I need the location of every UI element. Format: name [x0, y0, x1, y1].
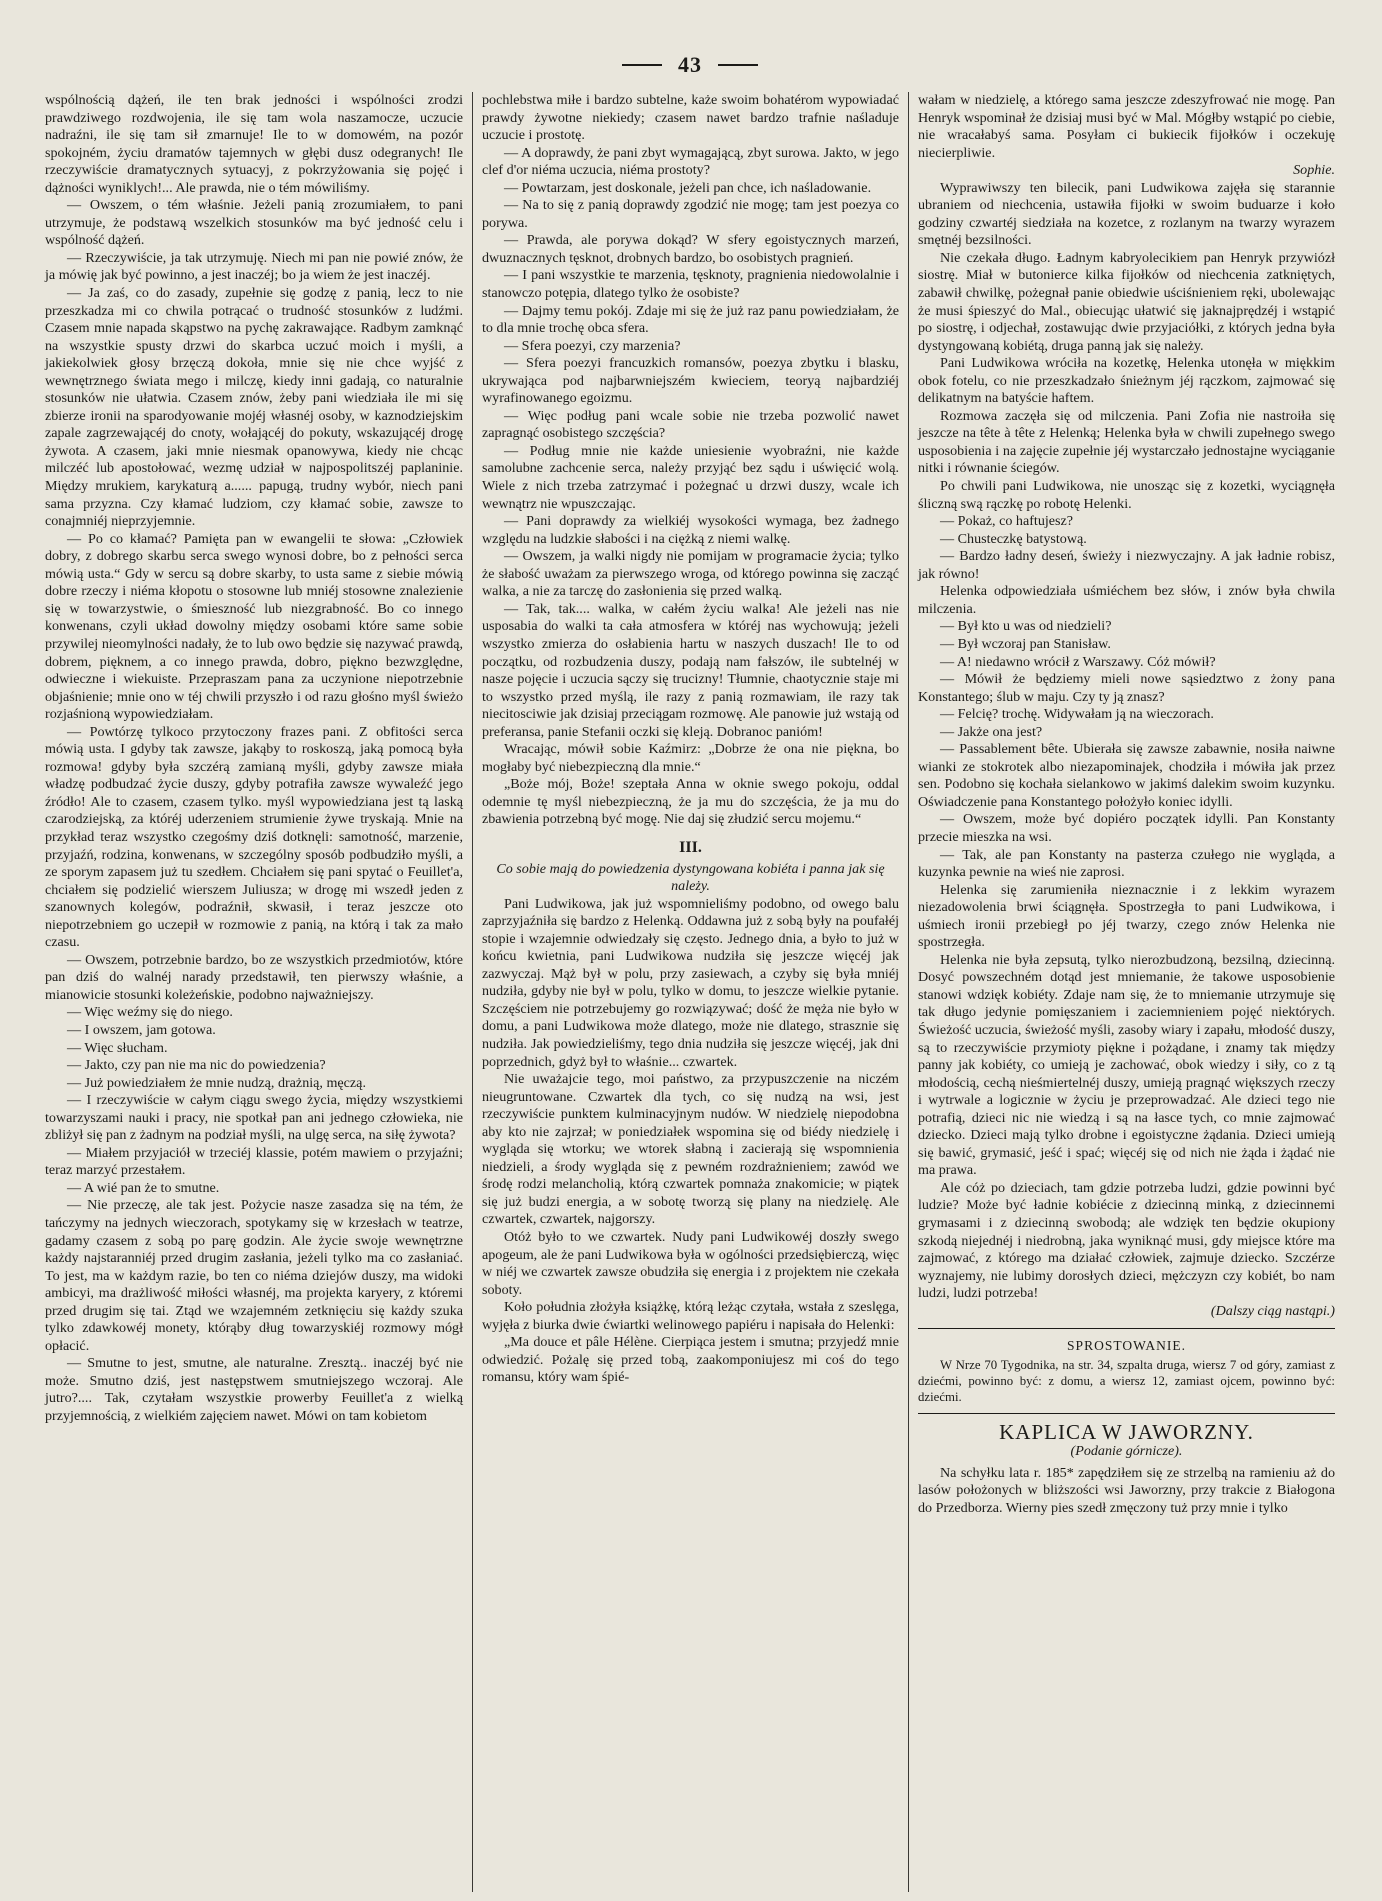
paragraph: Otóż było to we czwartek. Nudy pani Ludwikowéj doszły swego apogeum, ale że pani Ludwikowa była w ogólności przedsiębierczą, więc w niéj we czwartek zawsze obudziła się energia i z projektem nie czekała soboty. [482, 1229, 899, 1298]
paragraph: „Ma douce et pâle Hélène. Cierpiąca jestem i smutna; przyjedź mnie odwiedzić. Pożalę się przed tobą, zaakomponiujesz mi coś do tego romansu, który wam śpié- [482, 1334, 899, 1386]
paragraph: — Jakże ona jest? [940, 723, 1043, 740]
paragraph: pochlebstwa miłe i bardzo subtelne, każe swoim bohatérom wypowiadać prawdy żywotne niekiedy; czasem nawet bardzo trafnie naśladuje uczucie i prostotę. [482, 92, 899, 144]
section-numeral: III. [679, 838, 702, 856]
article-subtitle: (Podanie górnicze). [1070, 1443, 1183, 1460]
paragraph: — Smutne to jest, smutne, ale naturalne. Zresztą.. inaczéj być nie może. Smutno dziś, jest następstwem smutniejszego wczoraj. Ale jutro?.... Tak, czytałam wszystkie prowerby Feuillet'a z wielką przyjemnością, z wielkiém zajęciem nawet. Mówi on tam kobietom [45, 1355, 463, 1425]
paragraph: — Felcię? trochę. Widywałam ją na wieczorach. [940, 706, 1214, 723]
paragraph: Po chwili pani Ludwikowa, nie unosząc się z kozetki, wyciągnęła śliczną swą rączkę po robotę Helenki. [918, 478, 1335, 512]
paragraph: — Mówił że będziemy mieli nowe sąsiedztwo z żony pana Konstantego; ślub w maju. Czy ty ją znasz? [918, 671, 1335, 705]
paragraph: Ale cóż po dzieciach, tam gdzie potrzeba ludzi, gdzie powinni być ludzie? Może być ładnie kobiécie z dziecinną minką, z dziecinnemi grymasami i z dziecinną swobodą; ale wdzięk ten będzie okupiony szkodą niejednéj i niedrobną, jaka wyniknąć musi, gdy miejsce które ma zajmować, z którego ma działać człowiek, zajmuje dziecko. Szczérze wyznajemy, nie lubimy dorosłych dzieci, mężczyzn czy kobiét, bo nam ludzi, ludzi potrzeba! [918, 1179, 1335, 1302]
paragraph: — Powtórzę tylkoco przytoczony frazes pani. Z obfitości serca mówią usta. I gdyby tak zawsze, jakąby to roskoszą, jaką pomocą była rozmowa! gdyby była szczérą zamianą myśli, gdyby zawsze miała władzę podbudzać życie duszy, gdyby potrafiła zawsze wywaleźć jego źródło! Ale to czasem, czasem tylko. myśl wypowiedziana jest tą laską czarodziejską, za któréj uderzeniem strumienie żywe tryskają. Mnie na przykład teraz wszystko czegośmy dziś dotknęli: samotność, marzenie, przyjaźń, rodzina, konwenans, w szczególny sposób podbudziło myśli, a ze sporym zapasem już tu szedłem. Chciałem się pani spytać o Feuillet'a, chciałem się podzielić wierszem Juliusza; w drogę mi wszedł jeden z szanownych kolegów, podraźnił, skwasił, i teraz jeszcze oto niepotrzebniem go uczepił w rozmowie z panią, na którą i tak za mało czasu. [45, 723, 463, 951]
paragraph: — Więc weźmy się do niego. [67, 1004, 233, 1021]
correction-text: W Nrze 70 Tygodnika, na str. 34, szpalta druga, wiersz 7 od góry, zamiast z dziećmi, powinno być: z domu, a wiersz 12, zamiast ojcem, powinno być: dziećmi. [918, 1357, 1335, 1404]
paragraph: — Sfera poezyi francuzkich romansów, poezya zbytku i blasku, ukrywająca pod najbarwniejszém kwieciem, teoryą najbardziéj wyrafinowanego egoizmu. [482, 355, 899, 407]
paragraph: — Tak, tak.... walka, w całém życiu walka! Ale jeżeli nas nie usposabia do walki ta cała atmosfera w któréj nas wychowują; jeżeli wszystko zmierza do osłabienia hartu w naszych duszach! Ile to od początku, od rozbudzenia duszy, podają nam fałszów, ile subtelnéj w nasze pojęcie i uczucia sączy się trucizny! Tłumnie, chaotycznie staje mi to wszystko przed myślą, ile razy z panią rozmawiam, ile razy tak niecitosciwie jak dzisiaj przeciągam rozmowę. Ale panowie już wstają od preferansa, panie Stefanii oczki się kleją. Dobranoc panióm! [482, 600, 899, 740]
paragraph: — Pani doprawdy za wielkiéj wysokości wymaga, bez żadnego względu na ludzkie słabości i na ciężką z niemi walkę. [482, 513, 899, 547]
paragraph: — Był kto u was od niedzieli? [940, 618, 1112, 635]
text-columns [36, 92, 1344, 1892]
paragraph: Nie czekała długo. Ładnym kabryolecikiem pan Henryk przywiózł siostrę. Miał w butonierce kilka fijołków od niechcenia zatkniętych, zabawił chwilkę, pożegnał panie obiedwie uściśnieniem ręki, ubolewając że musi śpieszyć do Mal., obiecując ułatwić się jaknajprędzéj i wstąpić po siostrę, i odjechał, zostawując dwie przyjaciółki, z których jedna była dystyngowaną kobiétą, druga panną jak się należy. [918, 249, 1335, 354]
paragraph: — Powtarzam, jest doskonale, jeżeli pan chce, ich naśladowanie. [504, 179, 872, 196]
header-rule-left [622, 64, 662, 66]
paragraph: Pani Ludwikowa, jak już wspomnieliśmy podobno, od owego balu zaprzyjaźniła się bardzo z Helenką. Oddawna już z sobą były na poufałéj stopie i wzajemnie odwiedzały się często. Jednego dnia, a było to już w końcu kwietnia, pani Ludwikowa nudziła się jeszcze więcéj jak zazwyczaj. Mąż był w polu, przy zasiewach, a czyby się była mniéj nudziła, gdyby nie był w polu, tylko w domu, to jeszcze wielkie pytanie. Szczęściem nie potrzebujemy go rozwiązywać; dość że męża nie było w domu, a pani Ludwikowa może dlatego, może nie dlatego, strasznie się nudziła. Jak powiedzieliśmy, tego dnia nudziła się jeszcze więcéj, jak dni poprzednich, gdyż był to właśnie... czwartek. [482, 895, 899, 1070]
paragraph: — Chusteczkę batystową. [940, 530, 1087, 547]
paragraph: — Owszem, o tém właśnie. Jeżeli panią zrozumiałem, to pani utrzymuje, że podstawą wszelkich stosunków ma być jedność celu i wspólność dążeń. [45, 197, 463, 249]
continued-note: (Dalszy ciąg nastąpi.) [1210, 1302, 1335, 1319]
paragraph: — Ja zaś, co do zasady, zupełnie się godzę z panią, lecz to nie przeszkadza mi co chwila potrącać o trudność stosunków z ludźmi. Czasem mnie napada skąpstwo na pychę zakrawające. Radbym zamknąć na wszystkie spusty drzwi do skarbca uczuć moich i myśli, a jakiekolwiek głosy brzęczą dokoła, mnie się nie chce wyjść z wewnętrznego świata mego i milczę, kiedy inni gadają, co naturalnie stosunków nie ułatwia. Czasem znów, żeby pani wiedziała ile mi się zbierze ironii na sparodyowanie mojéj własnéj osoby, w kaznodziejskim zapale zagrzewającéj do cnoty, wołającéj do pokuty, wskazującéj drogę żywota. A czasem, jaki mnie niesmak opanowywa, kiedy nie chcąc milczéć lub apostołować, wezmę udział w najpospolitszéj paplaninie. Między mrukiem, karykaturą a...... papugą, trudny wybór, niech pani sama przyzna. Czy kłamać ludziom, czy kłamać sobie, zawsze to conajmniéj nieprzyjemnie. [45, 285, 463, 530]
paragraph: — I rzeczywiście w całym ciągu swego życia, między wszystkiemi towarzyszami nauki i pracy, nie spotkał pan ani jednego człowieka, nie zbliżył się pan z żadnym na podział myśli, na ulgę serca, na siłę żywota? [45, 1092, 463, 1144]
paragraph: — I pani wszystkie te marzenia, tęsknoty, pragnienia niedowolalnie i stanowczo potępia, dlatego tylko że osobiste? [482, 267, 899, 302]
paragraph: — Bardzo ładny deseń, świeży i niezwyczajny. A jak ładnie robisz, jak równo! [918, 548, 1335, 582]
article-title: KAPLICA W JAWORZNY. [999, 1419, 1254, 1444]
paragraph: — Tak, ale pan Konstanty na pasterza czułego nie wygląda, a kuzynka pewnie na wieś nie zaprosi. [918, 846, 1335, 881]
section-subtitle: Co sobie mają do powiedzenia dystyngowana kobiéta i panna jak się należy. [496, 860, 885, 895]
paragraph: — Owszem, może być dopiéro początek idylli. Pan Konstanty przecie mieszka na wsi. [918, 811, 1335, 845]
paragraph: — Więc słucham. [67, 1039, 168, 1056]
page-number: 43 [678, 52, 702, 77]
paragraph: — Owszem, ja walki nigdy nie pomijam w programacie życia; tylko że słabość uważam za pierwszego wroga, od którego powinna się zacząć walka, a nie za tarczę do zasłonienia się przed walką. [482, 548, 899, 600]
paragraph: Nie uważajcie tego, moi państwo, za przypuszczenie na niczém nieugruntowane. Czwartek dla tych, co się nudzą na wsi, jest rzeczywiście punktem kulminacyjnym nudów. W niedzielę niepodobna aby kto nie zajrzał; w poniedziałek wspomina się od biédy niedzielę i wygląda się wtorku; we wtorek słabną i zacierają się wspomnienia niedzieli, a środy wygląda się z pewném rozdrażnieniem; zawód we środę rodzi melancholią, którą czwartek pomnaża znakomicie; w piątek się już budzi energia, a w sobotę tworzą się plany na niedzielę. Ale czwartek, czwartek, najgorszy. [482, 1071, 899, 1228]
letter-signature: Sophie. [1293, 162, 1335, 179]
paragraph: Wyprawiwszy ten bilecik, pani Ludwikowa zajęła się starannie ubraniem od niechcenia, ustawiła fijołki w swoim buduarze i koło godziny czwartéj siedziała na kozetce, z rozlanym na twarzy wyrazem smętnéj bezsilności. [918, 179, 1335, 249]
column-1 [36, 92, 472, 1892]
paragraph: — Po co kłamać? Pamięta pan w ewangelii te słowa: „Człowiek dobry, z dobrego skarbu serca swego wynosi dobre, bo z pełności serca mówią usta.“ Gdy w sercu są dobre skarby, to usta same z siebie mówią dobre rzeczy i niéma kłopotu o stosowne lub mniéj stosowne znalezienie się w towarzystwie, o śmieszność lub niezgrabność. Bo co innego konwenans, czyli układ dowolny między osobami które same sobie przywilej nieomylności nadały, że to lub owo będzie się nazywać prawdą, dobrem, pięknem, a co innego prawda, dobro, piękno bezwzględne, odwieczne i wiekuiste. Przepraszam pana za uczynione niepotrzebnie objaśnienie; mnie ono w téj chwili przyszło i od razu głośno myśl świeżo rozjaśnioną wypowiedziałam. [45, 530, 463, 723]
paragraph: — Nie przeczę, ale tak jest. Pożycie nasze zasadza się na tém, że tańczymy na jednych wieczorach, spotykamy się w krzesłach w teatrze, gadamy czasem z sobą po parę godzin. Ale życie swoje wewnętrzne każdy najstaranniéj przed drugim zasłania, jeżeli tylko ma co zasłaniać. To jest, ma w każdym razie, bo ten co niéma dziejów duszy, ma widoki ambicyi, ma drażliwość miłości własnéj, ma projekta karyery, z któremi przed drugim się tai. Ztąd we wzajemném zetknięciu się każdy szuka tylko zdawkowéj monety, którąby dług towarzyskiéj rozmowy mógł opłacić. [45, 1197, 463, 1354]
section-divider [918, 1413, 1335, 1414]
section-divider [918, 1328, 1335, 1329]
paragraph: Rozmowa zaczęła się od milczenia. Pani Zofia nie nastroiła się jeszcze na tête à tête z Helenką; Helenka była w chwili zupełnego swego usposobienia i na zajęcie zupełnie jéj wystarczało jednostajne wyciąganie nitki i równanie ściegów. [918, 407, 1335, 477]
column-2 [472, 92, 908, 1892]
column-3 [908, 92, 1344, 1892]
paragraph: — Prawda, ale porywa dokąd? W sfery egoistycznych marzeń, dwuznacznych tęsknot, drobnych bardzo, bo osobistych pragnień. [482, 232, 899, 266]
paragraph: — Miałem przyjaciół w trzeciéj klassie, potém mawiem o przyjaźni; teraz marzyć przestałem. [45, 1144, 463, 1179]
paragraph: — Jakto, czy pan nie ma nic do powiedzenia? [67, 1057, 326, 1074]
paragraph: — Owszem, potrzebnie bardzo, bo ze wszystkich przedmiotów, które pan dziś do walnéj narady przedstawił, ten pierwszy właśnie, a mianowicie stosunki koleżeńskie, podobno najważniejszy. [45, 951, 463, 1003]
paragraph: — Więc podług pani wcale sobie nie trzeba pozwolić nawet zapragnąć osobistego szczęścia? [482, 407, 899, 442]
paragraph: Wracając, mówił sobie Kaźmirz: „Dobrze że ona nie piękna, bo mogłaby być niebezpieczną dla mnie.“ [482, 741, 899, 775]
paragraph: Helenka się zarumieniła nieznacznie i z lekkim wyrazem niezadowolenia brwi ściągnęła. Spostrzegła to pani Ludwikowa, i uśmiech ironii przebiegł po jéj twarzy, czego znów Helenka nie spostrzegła. [918, 881, 1335, 951]
paragraph: Helenka odpowiedziała uśmiéchem bez słów, i znów była chwila milczenia. [918, 583, 1335, 617]
paragraph: — Rzeczywiście, ja tak utrzymuję. Niech mi pan nie powié znów, że ja mówię jak być powinno, a jest inaczéj; bo ja wiem że jest inaczéj. [45, 249, 463, 284]
paragraph: Helenka nie była zepsutą, tylko nierozbudzoną, bezsilną, dziecinną. Dosyć powszechném dotąd jest mniemanie, że takowe usposobienie stanowi wdzięk kobiéty. Zdaje nam się, że to mniemanie utrzymuje się tak długo jedynie pomięszaniem i zaciemnieniem pojęć niektórych. Świeżość uczucia, świeżość myśli, zasoby wiary i zapału, młodość duszy, są to rzeczywiście przymioty piękne i pożądane, i znamy tak między panny jak kobiéty, co umieją je zachować, obok wiedzy i siły, co z tą młodością, cechą nieśmiertelnéj duszy, umieją pragnąć większych rzeczy i wytrwale a logicznie w życiu je przeprowadzać. Ale dzieci tego nie potrafią, dzieci nic nie wiedzą i są na łasce tych, co mnie zajmować dziecko. Dzieci mają tylko drobne i egoistyczne żądania. Dzieci umieją się bawić, grymasić, jeść i spać; więcéj się od nich nie żąda i żądać nie ma prawa. [918, 951, 1335, 1179]
paragraph: — Już powiedziałem że mnie nudzą, drażnią, męczą. [67, 1074, 366, 1091]
paragraph: — Pokaż, co haftujesz? [940, 513, 1074, 530]
paragraph: — A! niedawno wrócił z Warszawy. Cóż mówił? [940, 653, 1216, 670]
paragraph: — Był wczoraj pan Stanisław. [940, 635, 1111, 652]
paragraph: wspólnością dążeń, ile ten brak jedności i wspólności zrodzi prawdziwego rozdwojenia, ile się tam wola naszamocze, uczucie nadraźni, ile się tam sił zmarnuje! Ile to w domowém, na pozór spokojném, życiu dramatów tajemnych w głębi dusz odegranych! Ile rzeczywiście dramatycznych sytuacyj, z pokrzyżowania się pojęć i dążności wyniklych!... Ale prawda, nie o tém mówiliśmy. [45, 92, 463, 196]
paragraph: — Sfera poezyi, czy marzenia? [504, 337, 681, 354]
page-header [36, 38, 1344, 92]
paragraph: — Passablement bête. Ubierała się zawsze zabawnie, nosiła naiwne wianki ze stokrotek albo niezapominajek, chodziła i mówiła jak przez sen. Podobno się kochała sielankowo w jakimś dalekim swoim kuzynku. Oświadczenie pana Konstantego położyło koniec idylli. [918, 741, 1335, 810]
paragraph: „Boże mój, Boże! szeptała Anna w oknie swego pokoju, oddal odemnie tę myśl niebezpieczną, że ja mu do szczęścia, że ja mu do zbawienia potrzebną być mogę. Nie daj się złudzić sercu mojemu.“ [482, 776, 899, 828]
paragraph: — Dajmy temu pokój. Zdaje mi się że już raz panu powiedziałam, że to dla mnie trochę obca sfera. [482, 302, 899, 337]
paragraph: — I owszem, jam gotowa. [67, 1021, 216, 1038]
paragraph: — Na to się z panią doprawdy zgodzić nie mogę; tam jest poezya co porywa. [482, 197, 899, 231]
paragraph: Koło południa złożyła książkę, którą leżąc czytała, wstała z szeslęga, wyjęła z biurka dwie ćwiartki welinowego papiéru i napisała do Helenki: [482, 1299, 899, 1333]
paragraph: — Podług mnie nie każde uniesienie wyobraźni, nie każde samolubne zachcenie serca, należy przyjąć bez sądu i uświęcić wolą. Wiele z nich trzeba zatrzymać i pożegnać u drzwi duszy, wcale ich wewnątrz nie wpuszczając. [482, 442, 899, 512]
paragraph: — A wié pan że to smutne. [67, 1179, 220, 1196]
paragraph: wałam w niedzielę, a którego sama jeszcze zdeszyfrować nie mogę. Pan Henryk wspominał że dzisiaj musi być w Mal. Mógłby wstąpić po ciebie, nie wracałabyś sama. Posyłam ci bukiecik fijołków i oczekuję niecierpliwie. [918, 92, 1335, 161]
header-rule-right [718, 64, 758, 66]
paragraph: Pani Ludwikowa wróciła na kozetkę, Helenka utonęła w miękkim obok fotelu, co nie przeszkadzało śnieżnym jéj rączkom, zajmować się delikatnym na batyście haftem. [918, 355, 1335, 407]
paragraph: — A doprawdy, że pani zbyt wymagającą, zbyt surowa. Jakto, w jego clef d'or niéma uczucia, niéma prostoty? [482, 144, 899, 179]
correction-heading: SPROSTOWANIE. [1067, 1338, 1186, 1354]
paragraph: Na schyłku lata r. 185* zapędziłem się ze strzelbą na ramieniu aż do lasów położonych w bliższości wsi Jaworzny, przy trakcie z Białogona do Przedborza. Wierny pies szedł zmęczony tuż przy mnie i tylko [918, 1464, 1335, 1517]
